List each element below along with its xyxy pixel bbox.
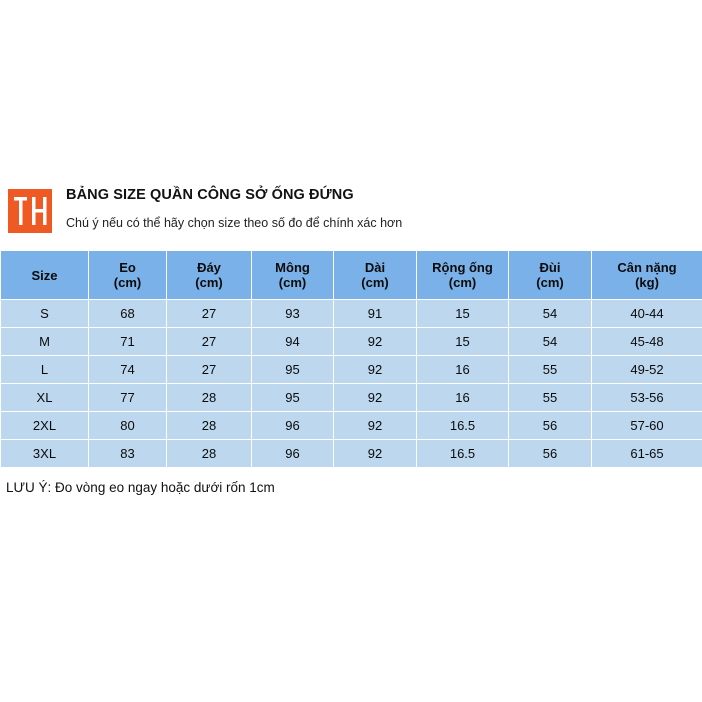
cell-day: 27	[167, 328, 252, 356]
cell-dui: 55	[509, 384, 592, 412]
cell-size: XL	[1, 384, 89, 412]
cell-can-nang: 45-48	[592, 328, 702, 356]
cell-dai: 92	[334, 356, 417, 384]
table-row	[1, 412, 702, 440]
column-header-dai: Dài (cm)	[334, 251, 417, 300]
cell-dui: 55	[509, 356, 592, 384]
cell-dui: 54	[509, 300, 592, 328]
cell-dai: 92	[334, 412, 417, 440]
cell-eo: 71	[89, 328, 167, 356]
cell-can-nang: 53-56	[592, 384, 702, 412]
column-header-mong: Mông (cm)	[252, 251, 334, 300]
cell-can-nang: 61-65	[592, 440, 702, 468]
cell-day: 28	[167, 412, 252, 440]
column-header-eo: Eo (cm)	[89, 251, 167, 300]
table-row	[1, 328, 702, 356]
column-header-can-nang: Cân nặng (kg)	[592, 251, 702, 300]
cell-dai: 91	[334, 300, 417, 328]
cell-rong-ong: 16.5	[417, 412, 509, 440]
chart-subtitle: Chú ý nếu có thể hãy chọn size theo số đo để chính xác hơn	[66, 216, 403, 230]
cell-day: 27	[167, 356, 252, 384]
cell-size: M	[1, 328, 89, 356]
cell-mong: 96	[252, 440, 334, 468]
chart-content	[0, 185, 702, 495]
chart-title: BẢNG SIZE QUẦN CÔNG SỞ ỐNG ĐỨNG	[66, 187, 354, 203]
table-row	[1, 356, 702, 384]
cell-size: 2XL	[1, 412, 89, 440]
cell-eo: 83	[89, 440, 167, 468]
cell-rong-ong: 16.5	[417, 440, 509, 468]
cell-dai: 92	[334, 328, 417, 356]
cell-size: 3XL	[1, 440, 89, 468]
cell-rong-ong: 15	[417, 328, 509, 356]
table-row	[1, 384, 702, 412]
table-header-row	[1, 251, 702, 300]
table-row	[1, 440, 702, 468]
cell-eo: 68	[89, 300, 167, 328]
cell-size: S	[1, 300, 89, 328]
cell-day: 28	[167, 384, 252, 412]
cell-day: 27	[167, 300, 252, 328]
cell-can-nang: 57-60	[592, 412, 702, 440]
cell-dui: 56	[509, 440, 592, 468]
table-head	[1, 251, 702, 300]
cell-day: 28	[167, 440, 252, 468]
cell-mong: 93	[252, 300, 334, 328]
cell-dai: 92	[334, 440, 417, 468]
cell-can-nang: 49-52	[592, 356, 702, 384]
cell-rong-ong: 15	[417, 300, 509, 328]
cell-dui: 54	[509, 328, 592, 356]
cell-dui: 56	[509, 412, 592, 440]
table-row	[1, 300, 702, 328]
column-header-dui: Đùi (cm)	[509, 251, 592, 300]
column-header-size: Size	[1, 251, 89, 300]
column-header-rong-ong: Rộng ống (cm)	[417, 251, 509, 300]
table-body	[1, 300, 702, 468]
cell-can-nang: 40-44	[592, 300, 702, 328]
cell-eo: 80	[89, 412, 167, 440]
cell-rong-ong: 16	[417, 384, 509, 412]
column-header-day: Đáy (cm)	[167, 251, 252, 300]
cell-mong: 95	[252, 384, 334, 412]
cell-mong: 95	[252, 356, 334, 384]
cell-eo: 74	[89, 356, 167, 384]
cell-eo: 77	[89, 384, 167, 412]
th-monogram-logo-icon	[8, 189, 52, 233]
cell-dai: 92	[334, 384, 417, 412]
header-text-block	[66, 185, 402, 230]
cell-size: L	[1, 356, 89, 384]
cell-mong: 96	[252, 412, 334, 440]
size-table	[0, 250, 702, 468]
cell-mong: 94	[252, 328, 334, 356]
footer-note: LƯU Ý: Đo vòng eo ngay hoặc dưới rốn 1cm	[6, 480, 275, 495]
chart-header	[0, 185, 702, 233]
cell-rong-ong: 16	[417, 356, 509, 384]
